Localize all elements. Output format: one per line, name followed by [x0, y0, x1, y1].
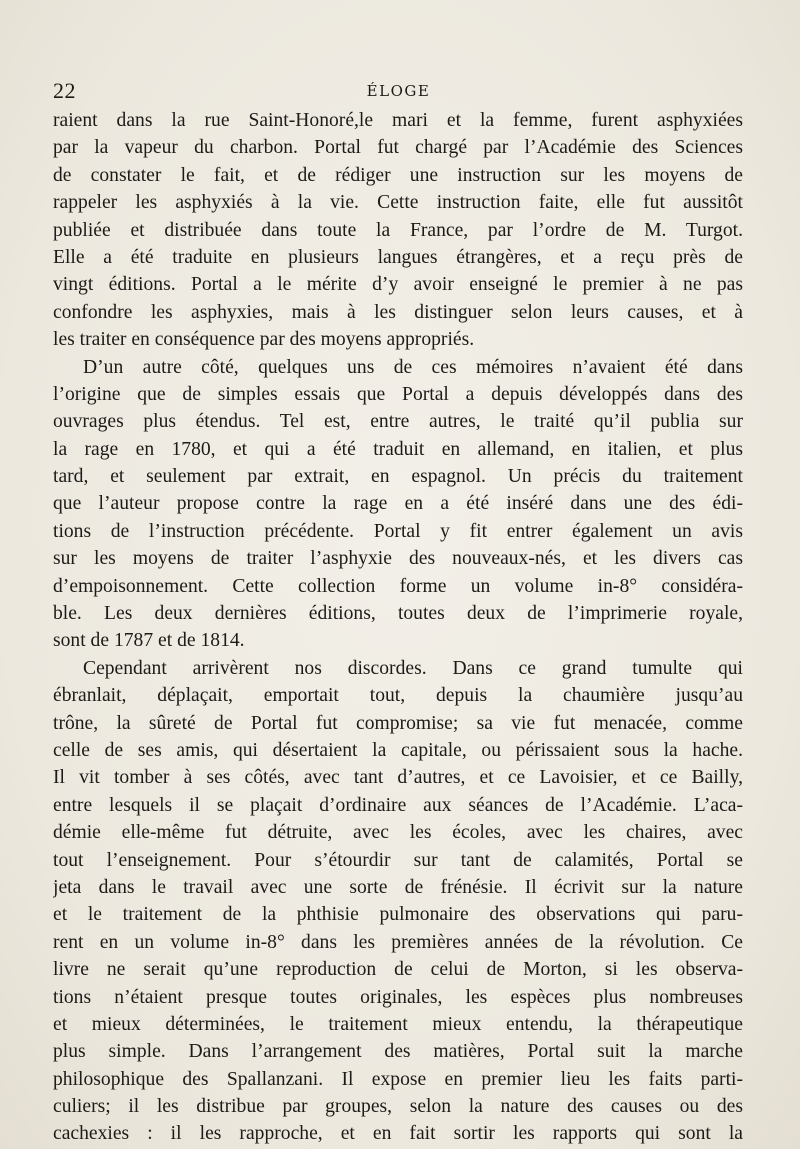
text-line: trône, la sûreté de Portal fut compromise; sa vie fut menacée, comme	[53, 712, 743, 734]
text-line: rent en un volume in-8° dans les premières années de la révolution. Ce	[53, 931, 743, 953]
text-line: confondre les asphyxies, mais à les distinguer selon leurs causes, et à	[53, 301, 743, 323]
text-line: et mieux déterminées, le traitement mieux entendu, la thérapeutique	[53, 1013, 743, 1035]
text-line: Il vit tomber à ses côtés, avec tant d’autres, et ce Lavoisier, et ce Bailly,	[53, 767, 743, 789]
text-line: entre lesquels il se plaçait d’ordinaire aux séances de l’Académie. L’aca-	[53, 794, 743, 816]
text-line: D’un autre côté, quelques uns de ces mémoires n’avaient été dans	[83, 356, 743, 378]
text-line: démie elle-même fut détruite, avec les écoles, avec les chaires, avec	[53, 822, 743, 844]
text-line: la rage en 1780, et qui a été traduit en allemand, en italien, et plus	[53, 438, 743, 460]
page-header	[53, 72, 744, 103]
page-number: 22	[53, 78, 76, 103]
text-line: et le traitement de la phthisie pulmonaire des observations qui paru-	[53, 904, 743, 926]
text-line: tout l’enseignement. Pour s’étourdir sur tant de calamités, Portal se	[53, 849, 743, 871]
text-line: cachexies : il les rapproche, et en fait sortir les rapports qui sont la	[53, 1123, 743, 1145]
text-line: Elle a été traduite en plusieurs langues étrangères, et a reçu près de	[53, 246, 743, 268]
text-line: celle de ses amis, qui désertaient la capitale, ou périssaient sous la hache.	[53, 739, 743, 761]
text-line: raient dans la rue Saint-Honoré,le mari et la femme, furent asphyxiées	[53, 110, 743, 131]
text-line: tard, et seulement par extrait, en espagnol. Un précis du traitement	[53, 466, 743, 488]
text-line: publiée et distribuée dans toute la France, par l’ordre de M. Turgot.	[53, 219, 743, 241]
text-line: l’origine que de simples essais que Portal a depuis développés dans des	[53, 383, 743, 405]
text-line: sont de 1787 et de 1814.	[53, 630, 245, 652]
text-line: philosophique des Spallanzani. Il expose en premier lieu les faits parti-	[53, 1068, 743, 1090]
body-text	[53, 107, 743, 1148]
text-line: vingt éditions. Portal a le mérite d’y avoir enseigné le premier à ne pas	[53, 274, 743, 296]
text-line: que l’auteur propose contre la rage en a été inséré dans une des édi-	[53, 493, 743, 515]
text-line: plus simple. Dans l’arrangement des matières, Portal suit la marche	[53, 1041, 743, 1063]
text-line: livre ne serait qu’une reproduction de celui de Morton, si les observa-	[53, 959, 743, 981]
text-line: ouvrages plus étendus. Tel est, entre autres, le traité qu’il publia sur	[53, 411, 743, 433]
text-line: par la vapeur du charbon. Portal fut chargé par l’Académie des Sciences	[53, 137, 743, 159]
text-line: de constater le fait, et de rédiger une instruction sur les moyens de	[53, 164, 743, 186]
text-line: rappeler les asphyxiés à la vie. Cette instruction faite, elle fut aussitôt	[53, 192, 743, 214]
text-line: les traiter en conséquence par des moyens appropriés.	[53, 329, 475, 351]
text-line: d’empoisonnement. Cette collection forme un volume in-8° considéra-	[53, 575, 743, 597]
text-line: jeta dans le travail avec une sorte de frénésie. Il écrivit sur la nature	[53, 876, 743, 898]
text-line: tions n’étaient presque toutes originales, les espèces plus nombreuses	[53, 986, 743, 1008]
text-line: ble. Les deux dernières éditions, toutes deux de l’imprimerie royale,	[53, 603, 743, 625]
running-title: ÉLOGE	[366, 82, 431, 100]
text-line: Cependant arrivèrent nos discordes. Dans ce grand tumulte qui	[83, 657, 743, 679]
text-line: sur les moyens de traiter l’asphyxie des nouveaux-nés, et les divers cas	[53, 548, 743, 570]
text-line: ébranlait, déplaçait, emportait tout, depuis la chaumière jusqu’au	[53, 685, 743, 707]
text-line: culiers; il les distribue par groupes, selon la nature des causes ou des	[53, 1096, 743, 1118]
text-line: tions de l’instruction précédente. Portal y fit entrer également un avis	[53, 520, 743, 542]
